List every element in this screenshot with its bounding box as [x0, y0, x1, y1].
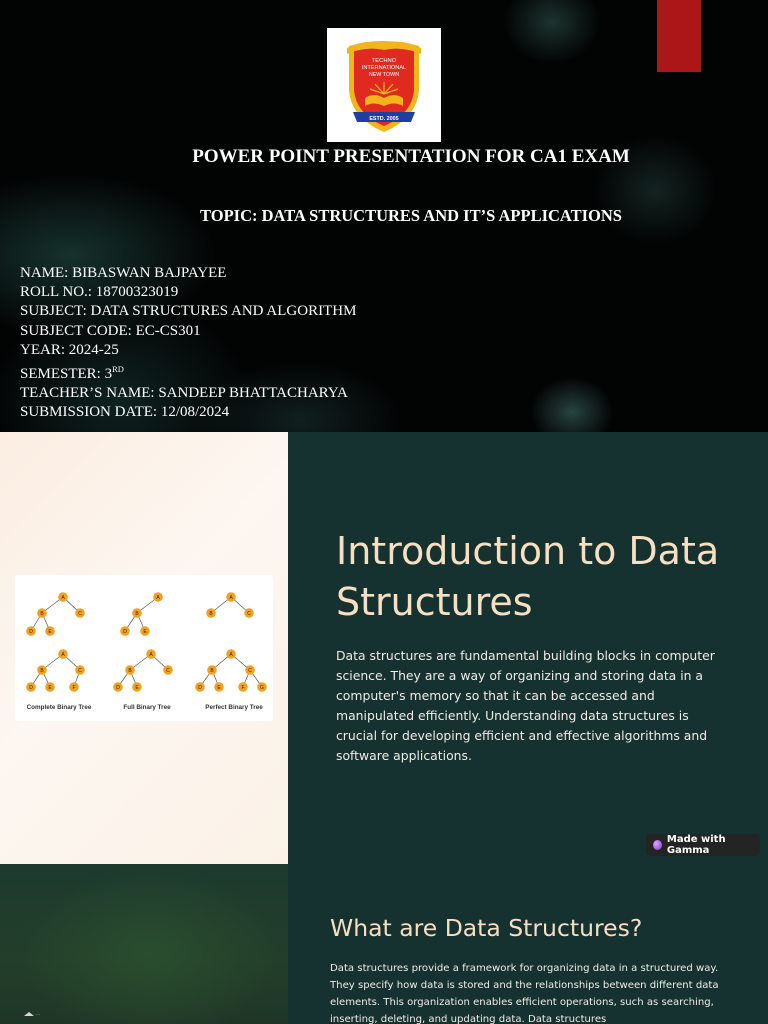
tree-node-label: B	[210, 667, 214, 674]
svg-text:TECHNO: TECHNO	[371, 58, 397, 64]
mountain-icon	[24, 1012, 34, 1016]
slide-title	[0, 0, 768, 432]
slide-image-panel	[0, 864, 288, 1024]
slide-body-text: Data structures provide a framework for organizing data in a structured way. They specify how data is stored and the relationships between different data elements. This organization enables efficient operations, such as searching, inserting, deleting, and updating data. Data structures	[330, 963, 719, 1024]
binary-tree-diagram	[15, 575, 273, 721]
slide-image-panel	[0, 432, 288, 864]
shield-crest-icon	[327, 28, 441, 142]
slide-content-panel	[288, 864, 768, 1024]
full-tree-top	[120, 592, 163, 636]
binary-trees-illustration	[15, 575, 273, 721]
slide-what-are-ds	[0, 864, 768, 1024]
tree-node-label: E	[217, 684, 221, 691]
complete-tree-bottom	[26, 649, 85, 692]
slide-introduction	[0, 432, 768, 864]
tree-node-label: F	[241, 684, 245, 691]
tree-node-label: A	[229, 651, 233, 658]
svg-text:NEW TOWN: NEW TOWN	[368, 72, 400, 78]
full-tree-bottom	[113, 649, 173, 692]
tree-node-label: A	[61, 651, 65, 658]
tree-node-label: A	[61, 594, 65, 601]
tree-node-label: E	[135, 684, 139, 691]
presentation-title: POWER POINT PRESENTATION FOR CA1 EXAM	[192, 146, 630, 167]
made-with-gamma-badge[interactable]	[646, 834, 760, 856]
tree-label-perfect: Perfect Binary Tree	[205, 704, 263, 711]
gamma-logo-icon	[653, 840, 662, 850]
semester-suffix: RD	[112, 364, 124, 375]
subject-code: SUBJECT CODE: EC-CS301	[20, 322, 201, 339]
submission-date: SUBMISSION DATE: 12/08/2024	[20, 404, 230, 421]
tree-node-label: E	[48, 628, 52, 635]
year: YEAR: 2024-25	[20, 341, 119, 358]
tree-node-label: A	[229, 594, 233, 601]
slide-body-text: Data structures are fundamental building blocks in computer science. They are a way of organizing and storing data in a computer's memory so that it can be accessed and manipulated efficiently. Understanding data structures is crucial for developing efficient and effective algorithms and software applications.	[336, 648, 715, 763]
semester	[20, 360, 356, 384]
perfect-tree-bottom	[195, 649, 267, 692]
teacher-name: TEACHER’S NAME: SANDEEP BHATTACHARYA	[20, 385, 348, 402]
tree-node-label: D	[198, 684, 202, 691]
tree-node-label: B	[40, 667, 44, 674]
college-logo	[327, 28, 441, 142]
tree-node-label: C	[248, 667, 252, 674]
student-details	[20, 264, 356, 423]
tree-label-complete: Complete Binary Tree	[26, 704, 92, 711]
tree-node-label: D	[29, 684, 33, 691]
tree-node-label: B	[40, 610, 44, 617]
red-accent-bar	[657, 0, 701, 72]
tree-node-label: C	[78, 610, 82, 617]
image-watermark: ...	[24, 1012, 40, 1017]
student-name: NAME: BIBASWAN BAJPAYEE	[20, 265, 227, 281]
tree-node-label: C	[247, 610, 251, 617]
tree-node-label: B	[128, 667, 132, 674]
svg-text:INTERNATIONAL: INTERNATIONAL	[361, 65, 407, 71]
roll-number: ROLL NO.: 18700323019	[20, 284, 179, 301]
complete-tree-top	[26, 592, 85, 636]
tree-node-label: C	[78, 667, 82, 674]
tree-node-label: D	[29, 628, 33, 635]
tree-node-label: E	[143, 628, 147, 635]
perfect-tree-top	[206, 592, 254, 618]
slide-heading: What are Data Structures?	[330, 914, 643, 942]
slide-content-panel	[288, 432, 768, 864]
tree-label-full: Full Binary Tree	[123, 704, 171, 711]
slide-heading: Introduction to Data Structures	[336, 529, 720, 624]
tree-node-label: F	[72, 684, 76, 691]
tree-node-label: E	[48, 684, 52, 691]
tree-node-label: C	[166, 667, 170, 674]
presentation-topic: TOPIC: DATA STRUCTURES AND IT’S APPLICATIONS	[200, 206, 622, 225]
svg-text:ESTD. 2005: ESTD. 2005	[369, 116, 399, 122]
tree-node-label: D	[116, 684, 120, 691]
badge-label: Made with Gamma	[666, 834, 726, 856]
tree-node-label: G	[260, 684, 264, 691]
semester-value: SEMESTER: 3	[20, 366, 113, 383]
subject: SUBJECT: DATA STRUCTURES AND ALGORITHM	[20, 303, 357, 320]
tree-node-label: D	[123, 628, 127, 635]
tree-node-label: B	[135, 610, 139, 617]
tree-node-label: A	[149, 651, 153, 658]
tree-node-label: B	[209, 610, 213, 617]
tree-node-label: A	[156, 594, 160, 601]
